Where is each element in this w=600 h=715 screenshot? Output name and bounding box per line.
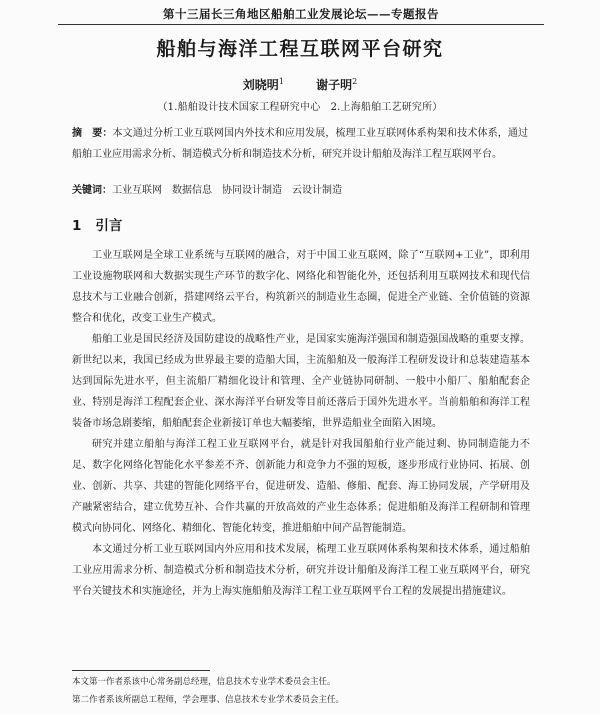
footnote-rule: [72, 670, 210, 671]
keywords-label: 关键词：: [72, 185, 112, 196]
author-2-name: 谢子明: [316, 78, 353, 92]
keywords: [72, 182, 528, 200]
running-header: 第十三届长三角地区船舶工业发展论坛——专题报告: [163, 7, 439, 21]
paragraph-1: 工业互联网是全球工业系统与互联网的融合，对于中国工业互联网，除了“互联网+工业”，即利用工业设施物联网和大数据实现生产环节的数字化、网络化和智能化外，还包括利用互联网技术和现代信息技术与工业融合创新，搭建网络云平台，构筑新兴的制造业生态圈，促进全产业链、全价值链的资源整合和优化，改变工业生产模式。: [72, 250, 530, 324]
abstract-text: 本文通过分析工业互联网国内外技术和应用发展，梳理工业互联网体系构架和技术体系，通过船舶工业应用需求分析、制造模式分析和制造技术分析，研究并设计船舶及海洋工程互联网平台。: [72, 128, 529, 160]
author-list: [0, 76, 600, 93]
abstract: [72, 123, 528, 165]
author-1-name: 刘晓明: [242, 78, 279, 92]
author-2: [316, 78, 357, 92]
paragraph-4: 本文通过分析工业互联网国内外应用和技术发展，梳理工业互联网体系构架和技术体系，通过船舶工业应用需求分析、制造模式分析和制造技术分析，研究并设计船舶及海洋工程工业互联网平台，研究平台关键技术和实施途径，并为上海实施船舶及海洋工程工业互联网平台工程的发展提出措施建议。: [72, 544, 530, 597]
section-number: 1: [72, 218, 82, 234]
header-rule: [58, 24, 544, 25]
abstract-label: 摘 要：: [72, 128, 113, 139]
section-title: 引言: [95, 218, 123, 234]
section-heading: [72, 214, 122, 234]
paragraph-3: 研究并建立船舶与海洋工程工业互联网平台，就是针对我国船舶行业产能过剩、协同制造能力不足、数字化网络化智能化水平参差不齐、创新能力和竞争力不强的短板，逐步形成行业协同、拓展、创业、创新、共享、共建的智能化网络平台，促进研发、造船、修船、配套、海工协同发展，产学研用及产融紧密结合，建立优势互补、合作共赢的开放高效的产业生态体系；促进船舶及海洋工程研制和管理模式向协同化、网络化、精细化、智能化转变，推进船舶中间产品智能制造。: [72, 439, 530, 534]
footnote-2: 第二作者系该所副总工程师，学会理事、信息技术专业学术委员会主任。: [72, 695, 345, 705]
author-2-mark: 2: [352, 77, 358, 86]
footnote-1: 本文第一作者系该中心常务副总经理，信息技术专业学术委员会主任。: [72, 677, 336, 687]
author-1: [243, 78, 284, 92]
keywords-text: 工业互联网 数据信息 协同设计制造 云设计制造: [112, 185, 342, 196]
paper-title: 船舶与海洋工程互联网平台研究: [156, 38, 444, 60]
author-1-mark: 1: [278, 77, 284, 86]
paragraph-2: 船舶工业是国民经济及国防建设的战略性产业，是国家实施海洋强国和制造强国战略的重要支撑。新世纪以来，我国已经成为世界最主要的造船大国，主流船舶及一般海洋工程研发设计和总装建造基本达到国际先进水平，但主流船厂精细化设计和管理、全产业链协同研制、一般中小船厂、船舶配套企业、特别是海洋工程配套企业、深水海洋平台研发等目前还落后于国外先进水平。当前船舶和海洋工程装备市场急剧萎缩，船舶配套企业新接订单也大幅萎缩，世界造船业全面陷入困境。: [72, 334, 530, 429]
section-body: [72, 245, 530, 602]
affiliations: （1.船舶设计技术国家工程研究中心 2.上海船舶工艺研究所）: [157, 102, 443, 113]
